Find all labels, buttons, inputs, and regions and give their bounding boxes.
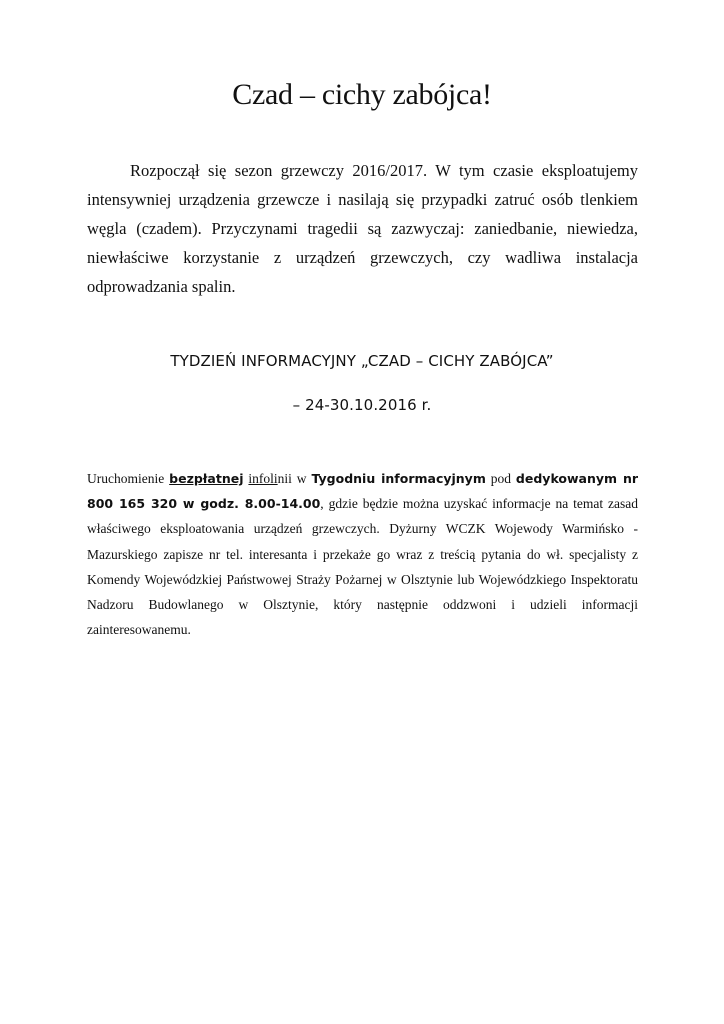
- infoline-underlined: infoli: [248, 471, 278, 486]
- document-title: Czad – cichy zabójca!: [232, 78, 492, 111]
- intro-paragraph: Rozpoczął się sezon grzewczy 2016/2017. W tym czasie eksploatujemy intensywniej urządzenia grzewcze i nasilają się przypadki zatruć osób tlenkiem węgla (czadem). Przyczynami tragedii są zazwyczaj: zaniedbanie, niewiedza, niewłaściwe korzystanie z urządzeń grzewczych, czy wadliwa instalacja odprowadzania spalin.: [87, 161, 638, 296]
- body-paragraph: [87, 466, 638, 642]
- body-text-start: Uruchomienie: [87, 471, 170, 486]
- campaign-dates: – 24-30.10.2016 r.: [292, 396, 432, 414]
- infoline-rest: nii w: [277, 471, 312, 486]
- info-week-emphasis: Tygodniu informacyjnym: [311, 471, 486, 486]
- body-text-rest: , gdzie będzie można uzyskać informacje na temat zasad właściwego eksploatowania urządzeń grzewczych. Dyżurny WCZK Wojewody Warmińsko - Mazurskiego zapisze nr tel. interesanta i przekaże go wraz z treścią pytania do wł. specjalisty z Komendy Wojewódzkiej Państwowej Straży Pożarnej w Olsztynie lub Wojewódzkiego Inspektoratu Nadzoru Budowlanego w Olsztynie, który następnie oddzwoni i udzieli informacji zainteresowanemu.: [87, 496, 638, 638]
- campaign-heading: TYDZIEŃ INFORMACYJNY „CZAD – CICHY ZABÓJCA”: [170, 352, 554, 370]
- phone-number-emphasis: dedykowanym nr 800 165 320 w godz. 8.00-14.00: [87, 471, 639, 512]
- body-under: pod: [485, 471, 516, 486]
- free-emphasis: bezpłatnej: [169, 471, 244, 486]
